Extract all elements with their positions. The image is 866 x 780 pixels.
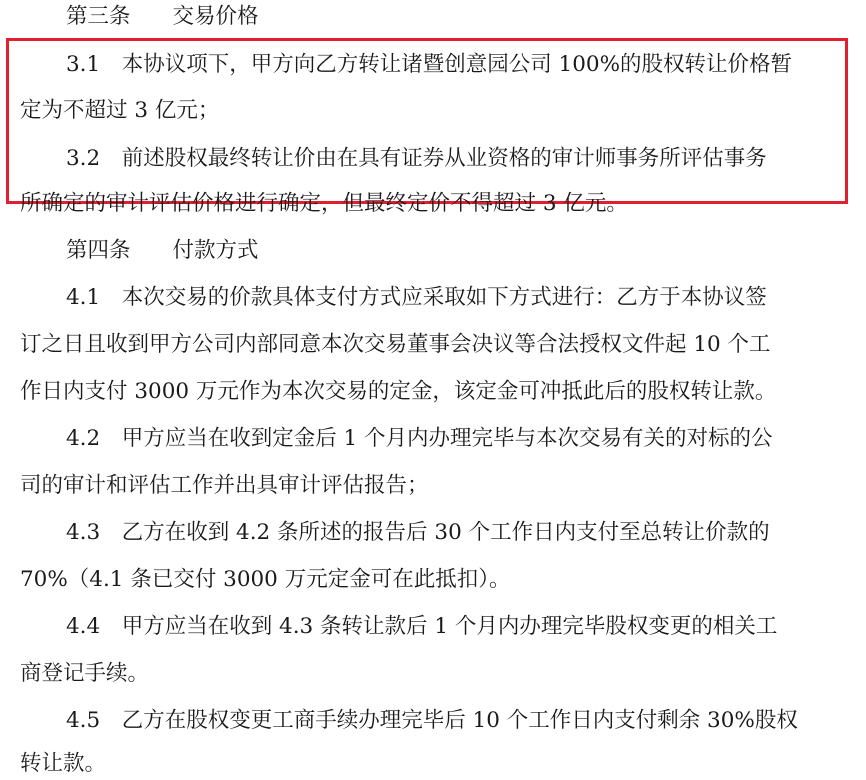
article-3-heading [66,2,259,32]
clause-4-4-line-2: 商登记手续。 [20,661,150,686]
clause-3-2-line-2: 所确定的审计评估价格进行确定，但最终定价不得超过 3 亿元。 [20,191,628,216]
clause-4-5-line-1: 4.5 乙方在股权变更工商手续办理完毕后 10 个工作日内支付剩余 30%股权 [66,708,798,733]
clause-4-1-line-2: 订之日且收到甲方公司内部同意本次交易董事会决议等合法授权文件起 10 个工 [20,332,771,357]
clause-3-1-line-1: 3.1 本协议项下，甲方向乙方转让诸暨创意园公司 100%的股权转让价格暂 [66,52,792,77]
article-4-heading [66,236,259,266]
article-3-title: 交易价格 [172,4,259,29]
clause-4-1-line-1: 4.1 本次交易的价款具体支付方式应采取如下方式进行：乙方于本协议签 [66,285,767,310]
clause-4-2-line-2: 司的审计和评估工作并出具审计评估报告； [20,473,429,498]
article-3-number: 第三条 [66,4,131,29]
clause-4-3-line-1: 4.3 乙方在收到 4.2 条所述的报告后 30 个工作日内支付至总转让价款的 [66,520,770,545]
article-4-number: 第四条 [66,238,131,263]
clause-4-3-line-2: 70%（4.1 条已交付 3000 万元定金可在此抵扣）。 [20,567,511,592]
clause-4-2-line-1: 4.2 甲方应当在收到定金后 1 个月内办理完毕与本次交易有关的对标的公 [66,426,773,451]
clause-3-1-line-2: 定为不超过 3 亿元； [20,98,220,123]
clause-3-2-line-1: 3.2 前述股权最终转让价由在具有证券从业资格的审计师事务所评估事务 [66,146,767,171]
clause-4-5-line-2: 转让款。 [20,751,107,776]
clause-4-1-line-3: 作日内支付 3000 万元作为本次交易的定金，该定金可冲抵此后的股权转让款。 [20,379,777,404]
article-4-title: 付款方式 [172,238,259,263]
clause-4-4-line-1: 4.4 甲方应当在收到 4.3 条转让款后 1 个月内办理完毕股权变更的相关工 [66,614,778,639]
